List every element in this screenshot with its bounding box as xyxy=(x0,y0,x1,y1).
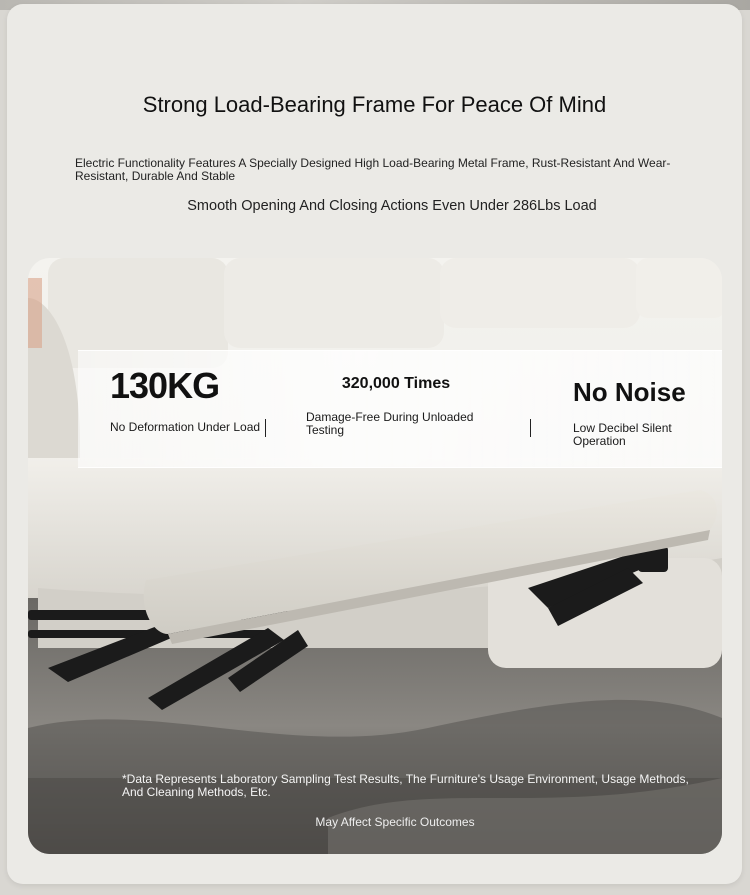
sofa-illustration xyxy=(28,258,722,854)
sofa-recliner-photo xyxy=(28,258,722,854)
stats-band xyxy=(78,350,722,468)
disclaimer: *Data Represents Laboratory Sampling Test Results, The Furniture's Usage Environment, Usage Methods, And Cleaning Methods, Etc. xyxy=(122,772,689,799)
stat-cycles xyxy=(306,375,506,437)
stat-load-value: 130KG xyxy=(110,365,220,406)
stat-cycles-label: Damage-Free During Unloaded Testing xyxy=(306,410,474,437)
stat-divider xyxy=(530,419,531,437)
stat-cycles-value: 320,000 Times xyxy=(341,375,451,392)
footnote: May Affect Specific Outcomes xyxy=(315,815,475,829)
stat-load-label: No Deformation Under Load xyxy=(110,420,261,434)
stat-noise xyxy=(573,377,722,448)
stat-noise-label: Low Decibel Silent Operation xyxy=(573,421,672,448)
feature-card xyxy=(7,4,742,884)
stat-noise-value: No Noise xyxy=(573,377,686,407)
headline: Strong Load-Bearing Frame For Peace Of Mind xyxy=(142,92,607,117)
description: Electric Functionality Features A Specially Designed High Load-Bearing Metal Frame, Rust-Resistant And Wear-Resistant, Durable And Stable xyxy=(75,156,671,183)
stat-load xyxy=(110,365,260,434)
stat-divider xyxy=(265,419,266,437)
subheadline: Smooth Opening And Closing Actions Even Under 286Lbs Load xyxy=(187,198,597,214)
